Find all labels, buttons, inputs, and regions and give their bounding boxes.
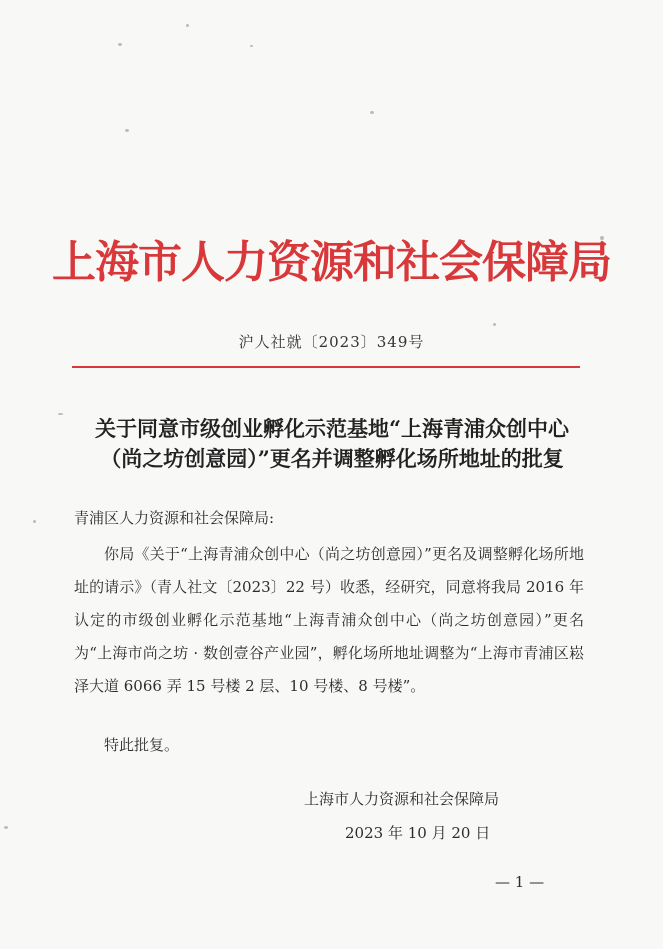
scan-speck: [125, 129, 129, 132]
scan-speck: [370, 111, 374, 114]
scan-speck: [493, 323, 496, 326]
signature-organization: 上海市人力资源和社会保障局: [304, 790, 500, 808]
title-line-1: 关于同意市级创业孵化示范基地“上海青浦众创中心: [94, 416, 570, 441]
document-number: 沪人社就〔2023〕349号: [238, 333, 425, 351]
addressee: 青浦区人力资源和社会保障局:: [74, 509, 275, 527]
issuing-authority-header: 上海市人力资源和社会保障局: [52, 237, 611, 288]
body-paragraph: 你局《关于“上海青浦众创中心（尚之坊创意园）”更名及调整孵化场所地址的请示》（青人社文〔2023〕22 号）收悉，经研究，同意将我局 2016 年认定的市级创业孵化示范基地“上海青浦众创中心（尚之坊创意园）”更名为“上海市尚之坊 · 数创壹谷产业园”，孵化场所地址调整为“上海市青浦区崧泽大道 6066 弄 15 号楼 2 层、10 号楼、8 号楼”。: [74, 545, 584, 695]
closing-phrase: 特此批复。: [104, 736, 180, 754]
red-divider-line: [72, 366, 580, 368]
title-line-2: （尚之坊创意园）”更名并调整孵化场所地址的批复: [100, 446, 564, 471]
scan-speck: [4, 826, 8, 829]
page-number: — 1 —: [495, 873, 545, 891]
scan-speck: [250, 45, 253, 47]
scan-speck: [33, 520, 36, 523]
signature-date: 2023 年 10 月 20 日: [345, 824, 491, 842]
document-title: [62, 414, 602, 474]
scan-speck: [186, 24, 189, 27]
scan-speck: [118, 43, 122, 46]
